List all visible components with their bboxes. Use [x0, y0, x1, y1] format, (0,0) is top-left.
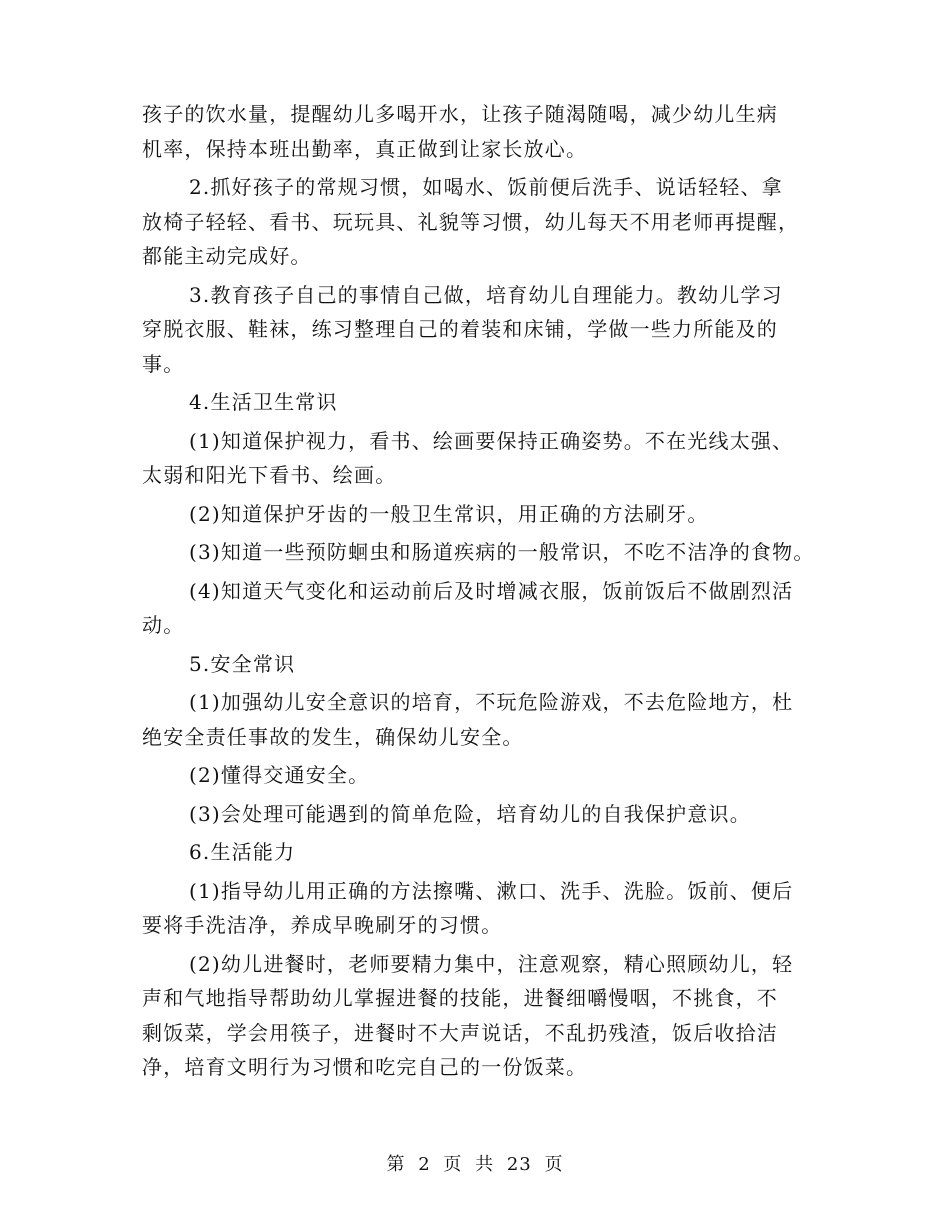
document-body: [142, 97, 822, 1085]
text-line: 3.教育孩子自己的事情自己做，培育幼儿自理能力。教幼儿学习: [189, 282, 783, 307]
page-footer: 第 2 页 共 23 页: [386, 1154, 564, 1175]
text-line: (3)会处理可能遇到的简单危险，培育幼儿的自我保护意识。: [189, 801, 751, 826]
text-line: (1)指导幼儿用正确的方法擦嘴、漱口、洗手、洗脸。饭前、便后: [189, 878, 794, 903]
text-line: 声和气地指导帮助幼儿掌握进餐的技能，进餐细嚼慢咽，不挑食，不: [142, 986, 778, 1010]
text-line: (1)知道保护视力，看书、绘画要保持正确姿势。不在光线太强、: [189, 428, 794, 453]
text-line: 5.安全常识: [189, 651, 296, 676]
text-line: 要将手洗洁净，养成早晚刷牙的习惯。: [142, 913, 503, 937]
text-line: (1)加强幼儿安全意识的培育，不玩危险游戏，不去危险地方，杜: [189, 690, 794, 714]
text-line: 事。: [142, 351, 185, 376]
text-line: 4.生活卫生常识: [189, 390, 338, 414]
text-line: (2)幼儿进餐时，老师要精力集中，注意观察，精心照顾幼儿，轻: [189, 951, 794, 976]
text-line: (2)懂得交通安全。: [189, 763, 370, 787]
text-line: (2)知道保护牙齿的一般卫生常识，用正确的方法刷牙。: [189, 501, 709, 526]
text-line: 孩子的饮水量，提醒幼儿多喝开水，让孩子随渴随喝，减少幼儿生病: [142, 102, 778, 126]
text-line: 2.抓好孩子的常规习惯，如喝水、饭前便后洗手、说话轻轻、拿: [189, 175, 783, 199]
text-line: 净，培育文明行为习惯和吃完自己的一份饭菜。: [142, 1055, 588, 1079]
text-line: 绝安全责任事故的发生，确保幼儿安全。: [142, 724, 524, 749]
text-line: 6.生活能力: [189, 840, 296, 864]
text-line: (4)知道天气变化和运动前后及时增减衣服，饭前饭后不做剧烈活: [189, 578, 794, 603]
text-line: 太弱和阳光下看书、绘画。: [142, 463, 397, 487]
text-line: 机率，保持本班出勤率，真正做到让家长放心。: [142, 136, 588, 161]
text-line: 放椅子轻轻、看书、玩玩具、礼貌等习惯，幼儿每天不用老师再提醒，: [142, 209, 800, 234]
text-line: 剩饭菜，学会用筷子，进餐时不大声说话，不乱扔残渣，饭后收拾洁: [142, 1020, 778, 1045]
text-line: (3)知道一些预防蛔虫和肠道疾病的一般常识，不吃不洁净的食物。: [189, 540, 815, 564]
text-line: 都能主动完成好。: [142, 244, 312, 268]
text-line: 穿脱衣服、鞋袜，练习整理自己的着装和床铺，学做一些力所能及的: [142, 317, 778, 341]
text-line: 动。: [142, 613, 185, 637]
